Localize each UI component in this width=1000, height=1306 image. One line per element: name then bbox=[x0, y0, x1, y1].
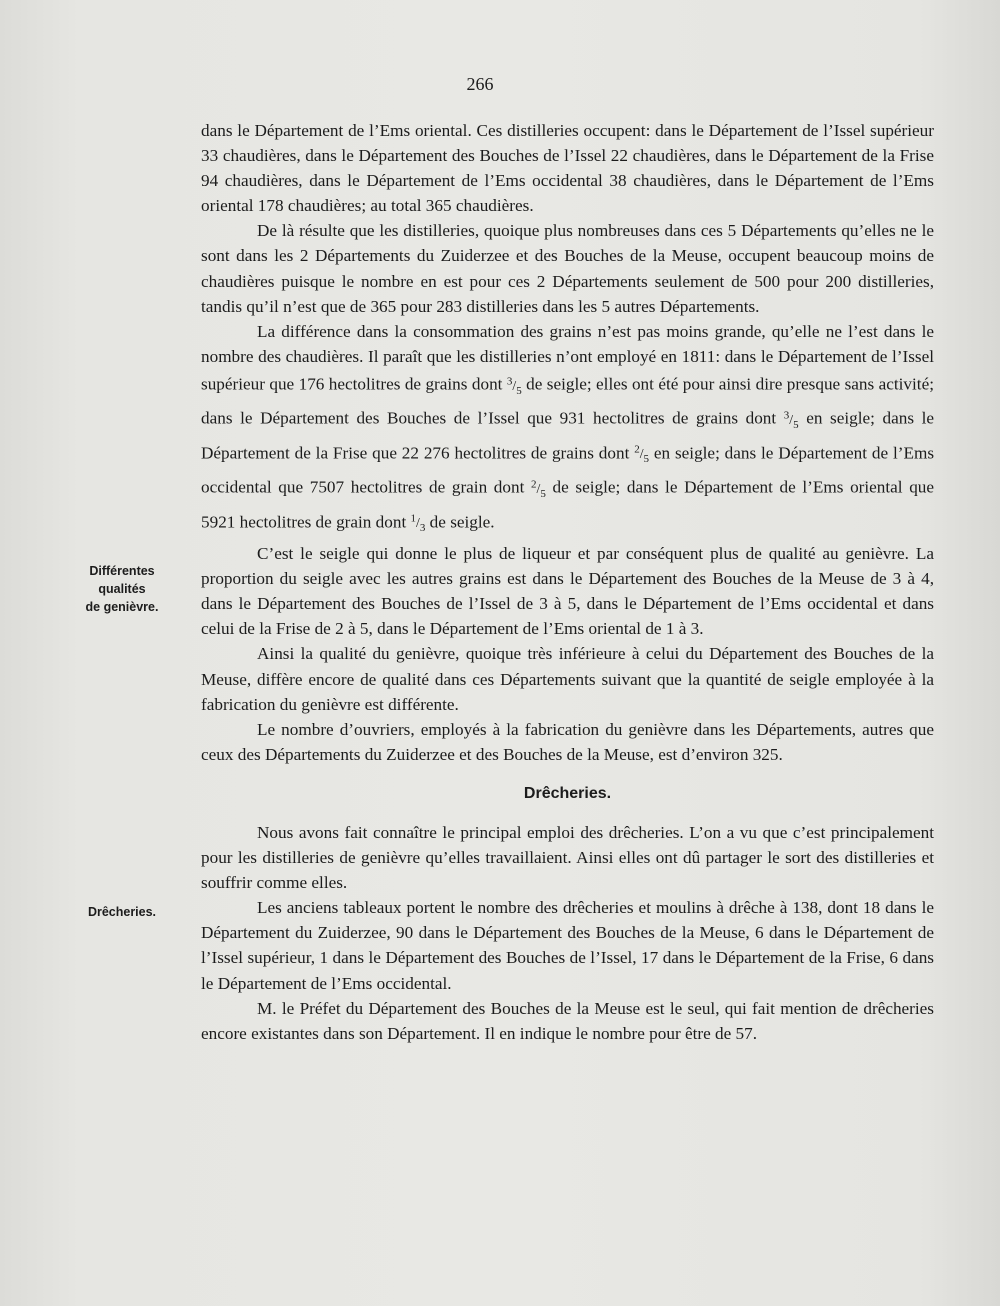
fraction-denominator: 5 bbox=[793, 418, 799, 431]
fraction: $^3/_5$ bbox=[506, 374, 522, 397]
text-span: de seigle; elles ont été pour ainsi dire presque sans activité; dans le Département des Bouches de l’Issel que 931 hectolitres de grains dont bbox=[201, 374, 934, 428]
paragraph-5: Ainsi la qualité du genièvre, quoique très inférieure à celui du Département des Bouches de la Meuse, diffère encore de qualité dans ces Départements suivant que la quantité de seigle employée à la fabrication du genièvre est différente. bbox=[201, 644, 934, 714]
fraction-denominator: 5 bbox=[540, 487, 546, 500]
section-heading: Drêcheries. bbox=[523, 784, 612, 802]
text-span: de seigle; dans le Département de l’Ems oriental que 5921 hectolitres de grain dont bbox=[201, 477, 935, 532]
fraction-numerator: 2 bbox=[634, 443, 640, 456]
fraction: $^1/_3$ bbox=[410, 512, 426, 534]
margin-note-line: qualités bbox=[98, 582, 146, 596]
fraction-numerator: 2 bbox=[531, 478, 537, 491]
fraction-denominator: 5 bbox=[643, 453, 650, 466]
paragraph-4: C’est le seigle qui donne le plus de liqueur et par conséquent plus de qualité au genièvre. La proportion du seigle avec les autres grains est dans le Département des Bouches de la Meuse de 3 à 4, dans le Département des Bouches de l’Issel de 3 à 5, dans le Département de l’Ems occidental et dans celui de la Frise de 2 à 5, dans le Département de l’Ems oriental de 1 à 3. bbox=[201, 544, 934, 639]
margin-note-drecheries: Drêcheries. bbox=[87, 905, 157, 919]
text-span: en seigle; dans le Département de l’Ems occidental que 7507 hectolitres de grain dont bbox=[201, 443, 935, 497]
text-span: de seigle. bbox=[429, 512, 495, 532]
fraction: $^2/_5$ bbox=[531, 478, 546, 500]
fraction-denominator: 3 bbox=[419, 521, 426, 534]
text-span: en seigle; dans le Département de la Frise que 22 276 hectolitres de grains dont bbox=[201, 408, 935, 463]
text-span: La différence dans la consommation des grains n’est pas moins grande, qu’elle ne l’est dans le nombre des chaudières. Il paraît que les distilleries n’ont employé en 1811: dans le Département de l’Issel supérieur que 176 hectolitres de grains dont bbox=[201, 321, 934, 394]
page-number: 266 bbox=[466, 74, 494, 94]
paragraph-7: Nous avons fait connaître le principal emploi des drêcheries. L’on a vu que c’est principalement pour les distilleries de genièvre qu’elles travaillaient. Ainsi elles ont dû partager le sort des distilleries et souffrir comme elles. bbox=[201, 822, 934, 893]
paragraph-6: Le nombre d’ouvriers, employés à la fabrication du genièvre dans les Départements, autres que ceux des Départements du Zuiderzee et des Bouches de la Meuse, est d’environ 325. bbox=[201, 719, 934, 764]
fraction: $^2/_5$ bbox=[634, 443, 650, 466]
paragraph-1: dans le Département de l’Ems oriental. Ces distilleries occupent: dans le Département de l’Issel supérieur 33 chaudières, dans le Département des Bouches de l’Issel 22 chaudières, dans le Département de la Frise 94 chaudières, dans le Département de l’Ems occidental 38 chaudières, dans le Département de l’Ems oriental 178 chaudières; au total 365 chaudières. bbox=[201, 121, 934, 216]
paragraph-3 bbox=[201, 319, 934, 541]
fraction-denominator: 5 bbox=[516, 384, 522, 397]
fraction: $^3/_5$ bbox=[783, 409, 799, 431]
body-text bbox=[201, 118, 934, 1046]
margin-note-line: Différentes bbox=[89, 564, 155, 578]
paragraph-2: De là résulte que les distilleries, quoique plus nombreuses dans ces 5 Départements qu’elles ne le sont dans les 2 Départements du Zuiderzee et des Bouches de la Meuse, occupent beaucoup moins de chaudières puisque le nombre en est pour ces 2 Départements seulement de 500 pour 200 distilleries, tandis qu’il n’est que de 365 pour 283 distilleries dans les 5 autres Départements. bbox=[201, 221, 934, 316]
paragraph-9: M. le Préfet du Département des Bouches de la Meuse est le seul, qui fait mention de drêcheries encore existantes dans son Département. Il en indique le nombre pour être de 57. bbox=[201, 998, 934, 1043]
fraction-numerator: 3 bbox=[506, 374, 513, 387]
fraction-numerator: 1 bbox=[410, 512, 417, 525]
fraction-numerator: 3 bbox=[783, 409, 790, 422]
margin-note-line: de genièvre. bbox=[85, 600, 159, 614]
paragraph-8: Les anciens tableaux portent le nombre des drêcheries et moulins à drêche à 138, dont 18 dans le Département du Zuiderzee, 90 dans le Département des Bouches de la Meuse, 6 dans le Département de l’Issel supérieur, 1 dans le Département des Bouches de l’Issel, 17 dans le Département de la Frise, 6 dans le Département de l’Ems occidental. bbox=[201, 898, 934, 993]
margin-note-genievre-quality bbox=[62, 562, 182, 616]
